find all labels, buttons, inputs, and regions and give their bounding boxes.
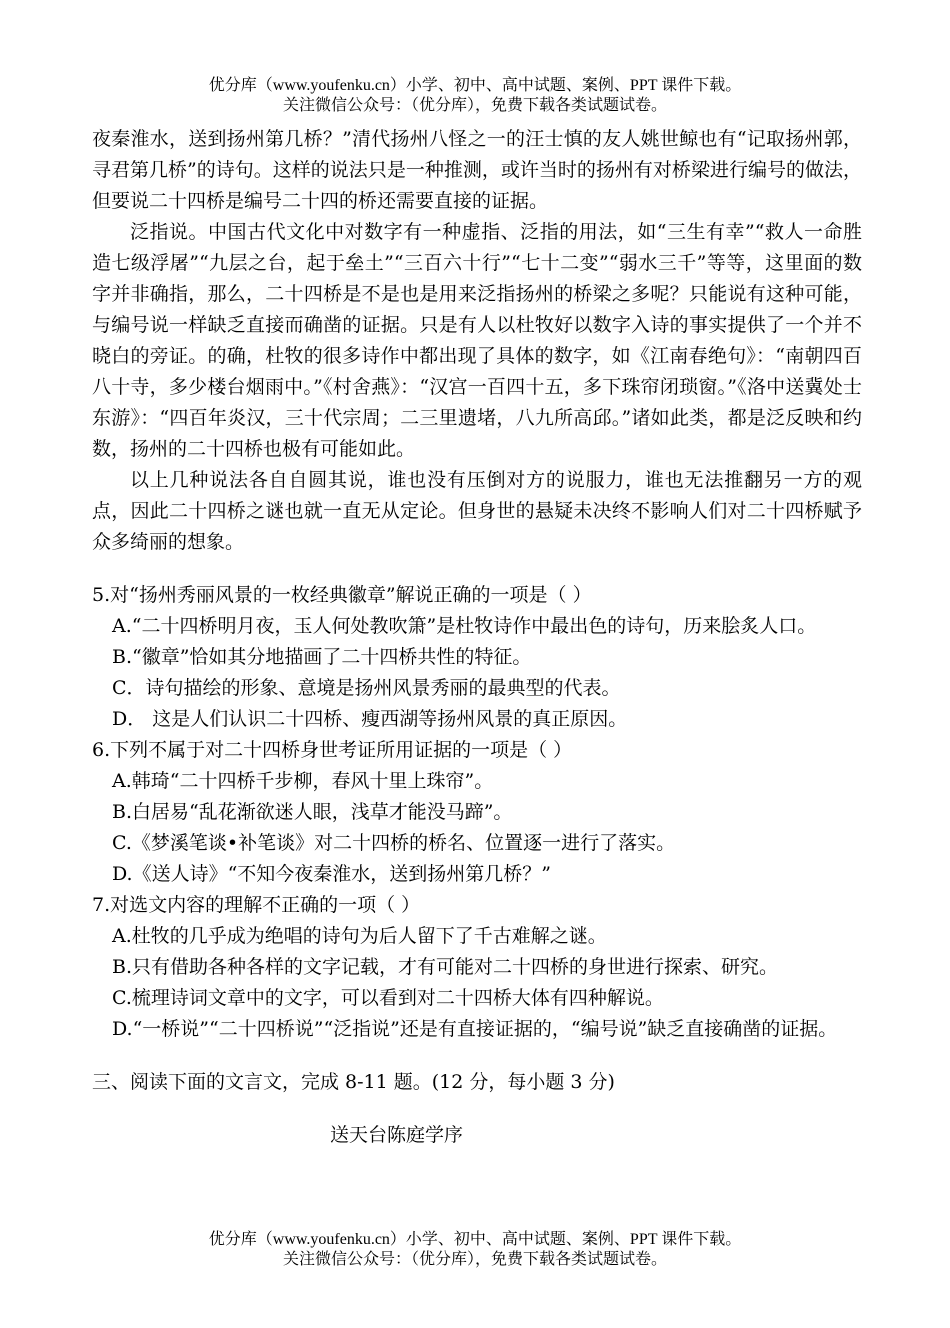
footer-line-2: 关注微信公众号：（优分库），免费下载各类试题试卷。 xyxy=(282,1251,667,1268)
header-line-2: 关注微信公众号：（优分库），免费下载各类试题试卷。 xyxy=(282,97,667,114)
page-body xyxy=(92,124,862,1151)
passage-paragraph-2: 泛指说。中国古代文化中对数字有一种虚指、泛指的用法，如“三生有幸”“救人一命胜造七级浮屠”“九层之台，起于垒土”“三百六十行”“七十二变”“弱水三千”等等，这里面的数字并非确指，那么，二十四桥是不是也是用来泛指扬州的桥梁之多呢？只能说有这种可能，与编号说一样缺乏直接而确凿的证据。只是有人以杜牧好以数字入诗的事实提供了一个并不晓白的旁证。的确，杜牧的很多诗作中都出现了具体的数字，如《江南春绝句》：“南朝四百八十寺，多少楼台烟雨中。”《村舍燕》：“汉宫一百四十五，多下珠帘闭琐窗。”《洛中送冀处士东游》：“四百年炎汉，三十代宗周；二三里遗堵，八九所高邱。”诸如此类，都是泛反映和约数，扬州的二十四桥也极有可能如此。 xyxy=(92,221,862,460)
question-5 xyxy=(92,580,862,735)
classical-text-title: 送天台陈庭学序 xyxy=(330,1124,464,1146)
question-option: B.白居易“乱花渐欲迷人眼，浅草才能没马蹄”。 xyxy=(112,801,513,823)
question-option: C.《梦溪笔谈•补笔谈》对二十四桥的桥名、位置逐一进行了落实。 xyxy=(112,832,676,854)
question-6 xyxy=(92,735,862,890)
spacer xyxy=(92,1098,862,1120)
question-stem: 6.下列不属于对二十四桥身世考证所用证据的一项是（ ） xyxy=(92,739,573,761)
page-header xyxy=(0,76,950,116)
spacer xyxy=(92,1045,862,1067)
question-option: D.《送人诗》“不知今夜秦淮水，送到扬州第几桥？” xyxy=(112,863,552,885)
header-line-1: 优分库（www.youfenku.cn）小学、初中、高中试题、案例、PPT 课件下载。 xyxy=(208,77,742,94)
question-option: D.“一桥说”“二十四桥说”“泛指说”还是有直接证据的，“编号说”缺乏直接确凿的证据。 xyxy=(112,1018,838,1040)
question-option: A.杜牧的几乎成为绝唱的诗句为后人留下了千古难解之谜。 xyxy=(112,925,607,947)
question-option: B.“徽章”恰如其分地描画了二十四桥共性的特征。 xyxy=(112,646,532,668)
footer-line-1: 优分库（www.youfenku.cn）小学、初中、高中试题、案例、PPT 课件下载。 xyxy=(208,1231,742,1248)
section-heading: 三、阅读下面的文言文，完成 8-11 题。(12 分，每小题 3 分) xyxy=(92,1071,615,1093)
passage-paragraph-3: 以上几种说法各自自圆其说，谁也没有压倒对方的说服力，谁也无法推翻另一方的观点，因此二十四桥之谜也就一直无从定论。但身世的悬疑未决终不影响人们对二十四桥赋予众多绮丽的想象。 xyxy=(92,469,862,553)
question-option: D． 这是人们认识二十四桥、瘦西湖等扬州风景的真正原因。 xyxy=(112,708,628,730)
question-option: A.韩琦“二十四桥千步柳，春风十里上珠帘”。 xyxy=(112,770,494,792)
question-option: B.只有借助各种各样的文字记载，才有可能对二十四桥的身世进行探索、研究。 xyxy=(112,956,779,978)
question-option: C．诗句描绘的形象、意境是扬州风景秀丽的最典型的代表。 xyxy=(112,677,621,699)
page-footer xyxy=(0,1230,950,1270)
question-option: A.“二十四桥明月夜，玉人何处教吹箫”是杜牧诗作中最出色的诗句，历来脍炙人口。 xyxy=(112,615,817,637)
question-stem: 5.对“扬州秀丽风景的一枚经典徽章”解说正确的一项是（ ） xyxy=(92,584,592,606)
spacer xyxy=(92,558,862,580)
question-7 xyxy=(92,890,862,1045)
question-option: C.梳理诗词文章中的文字，可以看到对二十四桥大体有四种解说。 xyxy=(112,987,664,1009)
passage-paragraph-1: 夜秦淮水，送到扬州第几桥？”清代扬州八怪之一的汪士慎的友人姚世鲸也有“记取扬州郭，寻君第几桥”的诗句。这样的说法只是一种推测，或许当时的扬州有对桥梁进行编号的做法，但要说二十四桥是编号二十四的桥还需要直接的证据。 xyxy=(92,128,862,212)
question-stem: 7.对选文内容的理解不正确的一项（ ） xyxy=(92,894,421,916)
